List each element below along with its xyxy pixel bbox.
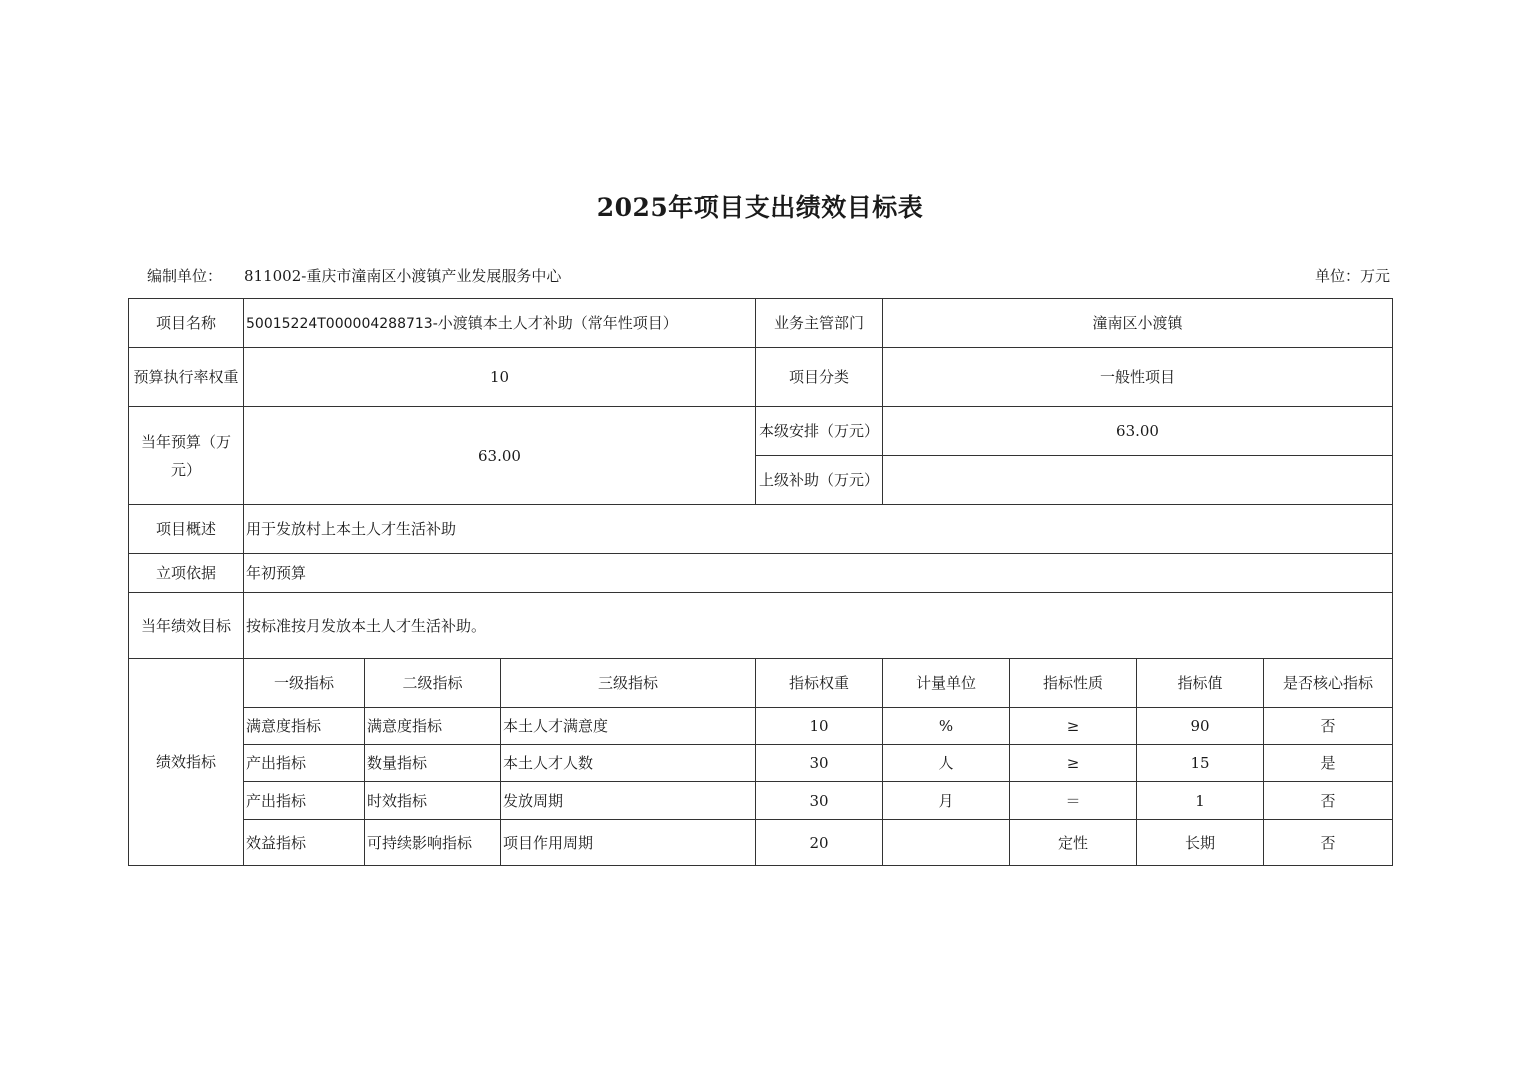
dept-value: 潼南区小渡镇 <box>883 299 1393 348</box>
indicator-unit <box>883 820 1010 866</box>
indicator-value: 1 <box>1137 782 1264 820</box>
indicators-section-label: 绩效指标 <box>129 659 244 866</box>
indicator-level3: 本土人才人数 <box>501 745 756 782</box>
dept-label: 业务主管部门 <box>756 299 883 348</box>
indicator-level3: 项目作用周期 <box>501 820 756 866</box>
basis-row <box>129 554 1393 593</box>
table-row <box>129 820 1393 866</box>
indicator-value: 90 <box>1137 708 1264 745</box>
project-name-row <box>129 299 1393 348</box>
header-level2: 二级指标 <box>365 659 501 708</box>
indicator-level1: 产出指标 <box>244 782 365 820</box>
indicator-level2: 数量指标 <box>365 745 501 782</box>
table-row <box>129 745 1393 782</box>
indicator-level1: 效益指标 <box>244 820 365 866</box>
upper-label: 上级补助（万元） <box>756 456 883 505</box>
goal-value: 按标准按月发放本土人才生活补助。 <box>244 593 1393 659</box>
indicator-level3: 本土人才满意度 <box>501 708 756 745</box>
indicator-core: 否 <box>1264 708 1393 745</box>
indicator-level2: 可持续影响指标 <box>365 820 501 866</box>
header-nature: 指标性质 <box>1010 659 1137 708</box>
category-label: 项目分类 <box>756 348 883 407</box>
indicator-weight: 30 <box>756 745 883 782</box>
header-weight: 指标权重 <box>756 659 883 708</box>
overview-value: 用于发放村上本土人才生活补助 <box>244 505 1393 554</box>
indicator-level1: 产出指标 <box>244 745 365 782</box>
budget-row-local <box>129 407 1393 456</box>
local-value: 63.00 <box>883 407 1393 456</box>
basis-label: 立项依据 <box>129 554 244 593</box>
indicator-nature: ≥ <box>1010 708 1137 745</box>
table-row <box>129 782 1393 820</box>
indicator-value: 长期 <box>1137 820 1264 866</box>
indicator-core: 是 <box>1264 745 1393 782</box>
goal-row <box>129 593 1393 659</box>
table-row <box>129 708 1393 745</box>
exec-weight-label: 预算执行率权重 <box>129 348 244 407</box>
indicator-nature: ≥ <box>1010 745 1137 782</box>
indicator-level1: 满意度指标 <box>244 708 365 745</box>
performance-table <box>128 298 1393 866</box>
indicator-value: 15 <box>1137 745 1264 782</box>
header-level3: 三级指标 <box>501 659 756 708</box>
compiling-unit-label: 编制单位： <box>147 267 223 285</box>
project-name-text: -小渡镇本土人才补助（常年性项目） <box>432 313 678 332</box>
local-label: 本级安排（万元） <box>756 407 883 456</box>
page-title: 2025年项目支出绩效目标表 <box>596 193 924 222</box>
budget-value: 63.00 <box>244 407 756 505</box>
indicator-core: 否 <box>1264 782 1393 820</box>
indicator-weight: 30 <box>756 782 883 820</box>
goal-label: 当年绩效目标 <box>129 593 244 659</box>
compiling-unit-value: 811002-重庆市潼南区小渡镇产业发展服务中心 <box>244 267 562 285</box>
indicator-level2: 时效指标 <box>365 782 501 820</box>
indicator-unit: 月 <box>883 782 1010 820</box>
project-name-label: 项目名称 <box>129 299 244 348</box>
project-name-value <box>244 299 756 348</box>
indicator-level3: 发放周期 <box>501 782 756 820</box>
header-value: 指标值 <box>1137 659 1264 708</box>
indicator-header-row <box>129 659 1393 708</box>
budget-label: 当年预算（万元） <box>129 407 244 505</box>
indicator-core: 否 <box>1264 820 1393 866</box>
header-level1: 一级指标 <box>244 659 365 708</box>
indicator-unit: % <box>883 708 1010 745</box>
header-core: 是否核心指标 <box>1264 659 1393 708</box>
project-code: 50015224T000004288713 <box>246 315 433 332</box>
indicator-weight: 20 <box>756 820 883 866</box>
basis-value: 年初预算 <box>244 554 1393 593</box>
upper-value <box>883 456 1393 505</box>
indicator-nature: ＝ <box>1010 782 1137 820</box>
compiling-unit <box>147 265 561 286</box>
currency-unit: 单位：万元 <box>1314 267 1390 285</box>
indicator-unit: 人 <box>883 745 1010 782</box>
exec-weight-row <box>129 348 1393 407</box>
exec-weight-value: 10 <box>244 348 756 407</box>
overview-label: 项目概述 <box>129 505 244 554</box>
indicator-level2: 满意度指标 <box>365 708 501 745</box>
indicator-weight: 10 <box>756 708 883 745</box>
category-value: 一般性项目 <box>883 348 1393 407</box>
overview-row <box>129 505 1393 554</box>
header-unit: 计量单位 <box>883 659 1010 708</box>
indicator-nature: 定性 <box>1010 820 1137 866</box>
